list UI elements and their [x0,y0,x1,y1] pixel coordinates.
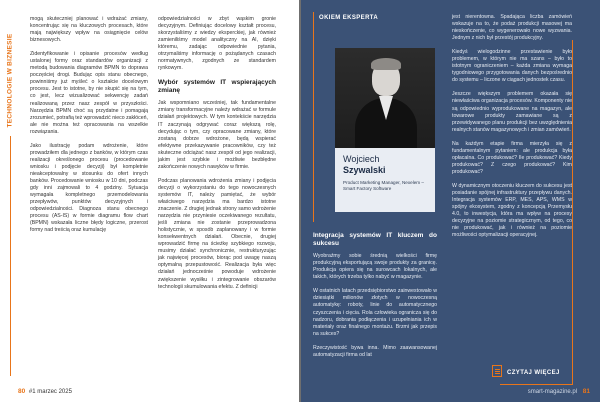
paragraph: Podczas planowania wdrożenia zmiany i podjęcia decyzji o wykorzystaniu do tego nowoczesnych systemów IT, należy pamiętać, że wybór właściwego narzędzia ma bardzo istotne znaczenie. Z drugiej jednak strony samo wdrożenie narzędzia nie przyniesie oczekiwanego rezultatu, jeśli zmiana nie zostanie przeprowadzona holistycznie, w sposób zaplanowany i w formie konsekwentnych działań. Obecnie, drugiej wprowadzić firmę na ścieżkę szybkiego rozwoju, musimy działać synchronicznie, restrukturyzując jak najwięcej procesów, biorąc pod uwagę naszą optymalną przepustowość. Realizacja była więc działań jednocześnie powoduje wdrożenie zwiększenie wysiłku i zintegrowanie obszarów technologii skumulowania efektu. Z definicji [158,177,276,290]
paragraph: Jak wspomniano wcześniej, tak fundamentalne zmiany transformacyjne należy wdrażać w formule działań projektowych. W tym kontekście narzędzia IT zaczynają odgrywać coraz większą rolę, decydując o tym, czy opracowane zmiany, które zostaną dobrze wdrożone, będą wspierać efektywne przekazywanie pracowników, czy też skuteczne odciążać nasz zespół od jego realizacji, jakim jest szybkie i możliwie bezbłędne zakończenie nowych nawyków w firmie. [158,100,276,170]
right-column-2 [452,14,572,246]
section-heading: Integracja systemów IT kluczem do sukcesu [313,232,437,247]
expert-tag: OKIEM EKSPERTA [319,15,379,21]
right-footer [528,388,590,395]
read-more-frame-horizontal [500,384,573,385]
page-number: 80 [18,388,26,395]
section-heading: Wybór systemów IT wspierających zmianę [158,79,276,94]
document-icon[interactable] [492,365,502,377]
paragraph: Wyobraźmy sobie średnią wielkości firmę produkcyjną eksportującą swoje produkty za granicę. Produkcja opiera się na surowcach lokalnych, ale takich, których trzeba tylko nabyć w magazynie. [313,253,437,281]
paragraph: Na każdym etapie firma mierzyła się z fundamentalnym pytaniem: ale produkcja była opłacalna. Co produkować? Ile produkować? Kiedy produkować? Z czego produkować? Kim produkować? [452,140,572,175]
left-column-1 [30,16,148,241]
read-more-frame-vertical [572,40,573,385]
paragraph: Rzeczywistość bywa inna. Mimo zaawansowanej automatyzacji firma od lat [313,344,437,358]
paragraph: Kiedyś wielogodzinne przestawienie było problemem, w którym nie ma szans – było to istotnym ograniczeniem – każda zmiana wymaga tygodniowego przygotowania danych bezpośrednio do systemu – liczone w ciągach jednostek czasu. [452,49,572,84]
read-more-link[interactable]: CZYTAJ WIĘCEJ [507,370,560,376]
section-label: TECHNOLOGIE W BIZNESIE [6,33,14,128]
paragraph: W dynamicznym otoczeniu kluczem do sukcesu jest posiadanie spójnej infrastruktury przepływu danych. Integracja systemów ERP, MES, APS, WMS w spójny ekosystem, zgodny z koncepcją Przemysłu 4.0, to inwestycja, która ma wpływ na procesy decyzyjne na poziomie strategicznym, od tego, co nie produkować, jak i również na poziomie możliwości optymalizacji operacyjnej. [452,182,572,239]
paragraph: odpowiedzialności w zbyt wąskim gronie decyzyjnym. Definiując docelowy kształt procesu, skorzystaliśmy z wiedzy eksperckiej, jak również zamieniliśmy model analityczny na AI, dzięki któremu, zadając odpowiednie pytania, otrzymaliśmy informację o pożądanych czasach normatywnych, zgodnych ze standardem rynkowym. [158,16,276,72]
photo-hair [371,58,401,70]
expert-name-card [335,148,435,212]
expert-last-name: Szywalski [343,165,386,175]
expert-photo [335,48,435,148]
issue-label: #1 marzec 2025 [28,389,72,395]
site-url[interactable]: smart-magazine.pl [527,389,578,395]
paragraph: Zidentyfikowanie i opisanie procesów według ustalonej formy oraz standardów organizacji z metodą budowania diagramów BPMN to doprawa poczęściej drogi. Budując opis stanu obecnego, powinniśmy już myśleć o kształcie docelowym procesu. Jest to istotne, by nie skupić się na tym, co jest, lecz wizualizować sekwencję zadań realizowaną przez nasz zespół w przyszłości. Narzędzia BPMN choć są przydatne i pomagają zrozumieć, potrafią też wprowadzić nieco zakłóceń, ale nie można też opracowania na wszelkie rozwiązania. [30,51,148,135]
expert-role: Product Marketing Manager, Nexelem – Smart Factory Software [343,180,424,191]
page-number: 81 [582,388,590,395]
paragraph: W ostatnich latach przedsiębiorstwo zainwestowało w dziesiątki milionów złotych w nowoczesną automatykę: roboty, linie do automatycznego czyszczenia i cięcia. Rola człowieka ogranicza się do nadzoru, dobrania podłączenia i uzupełniania ich w materiały oraz finalnego montażu. Brzmi jak przepis na sukces? [313,288,437,337]
paragraph: mogą skuteczniej planować i wdrażać zmiany, koncentrując się na kluczowych procesach, które mają największy wpływ na osiągnięcie celów biznesowych. [30,16,148,44]
right-column-1 [313,232,437,366]
section-divider-line [10,136,11,376]
expert-first-name: Wojciech [343,154,380,164]
left-column-2 [158,16,276,298]
paragraph: Jako ilustrację podam wdrożenie, które prowadziłem dla jednego z banków, w którym czas realizacji określonego procesu (procedowanie wniosku i podjęcie decyzji) był kompletnie nieakceptowalny w stosunku do ofert innych banków. Procedowanie wniosku w 10 dni, podczas gdy inni zajmowali to 4 godziny. Sytuacja wymagała kompletnego przemodelowania przepływów, punktów decyzyjnych i odpowiedzialności. Diagnoza stanu obecnego procesu (AS-IS) w formie diagramu flow chart (BPMN) wskazała liczne błędy logiczne, przerost formy nad treścią oraz kumulację [30,142,148,234]
left-footer [18,388,72,395]
paragraph: Jeszcze większym problemem okazała się niewłaściwa organizacja procesów. Komponenty nie są odpowiednio wyprodukowane na magazyn, ale towarowe produkty zamawiane są z przewidywanego planu produkcji bez uwzględnienia realnych stanów magazynowych i zmian zamówień. [452,91,572,133]
paragraph: jest nierentowna. Spadająca liczba zamówień wskazuje na to, że podaż produkcji masowej ma nieskończenie, co wygenerowało nowe wyzwania. Jednym z nich był przestój produkcyjny. [452,14,572,42]
